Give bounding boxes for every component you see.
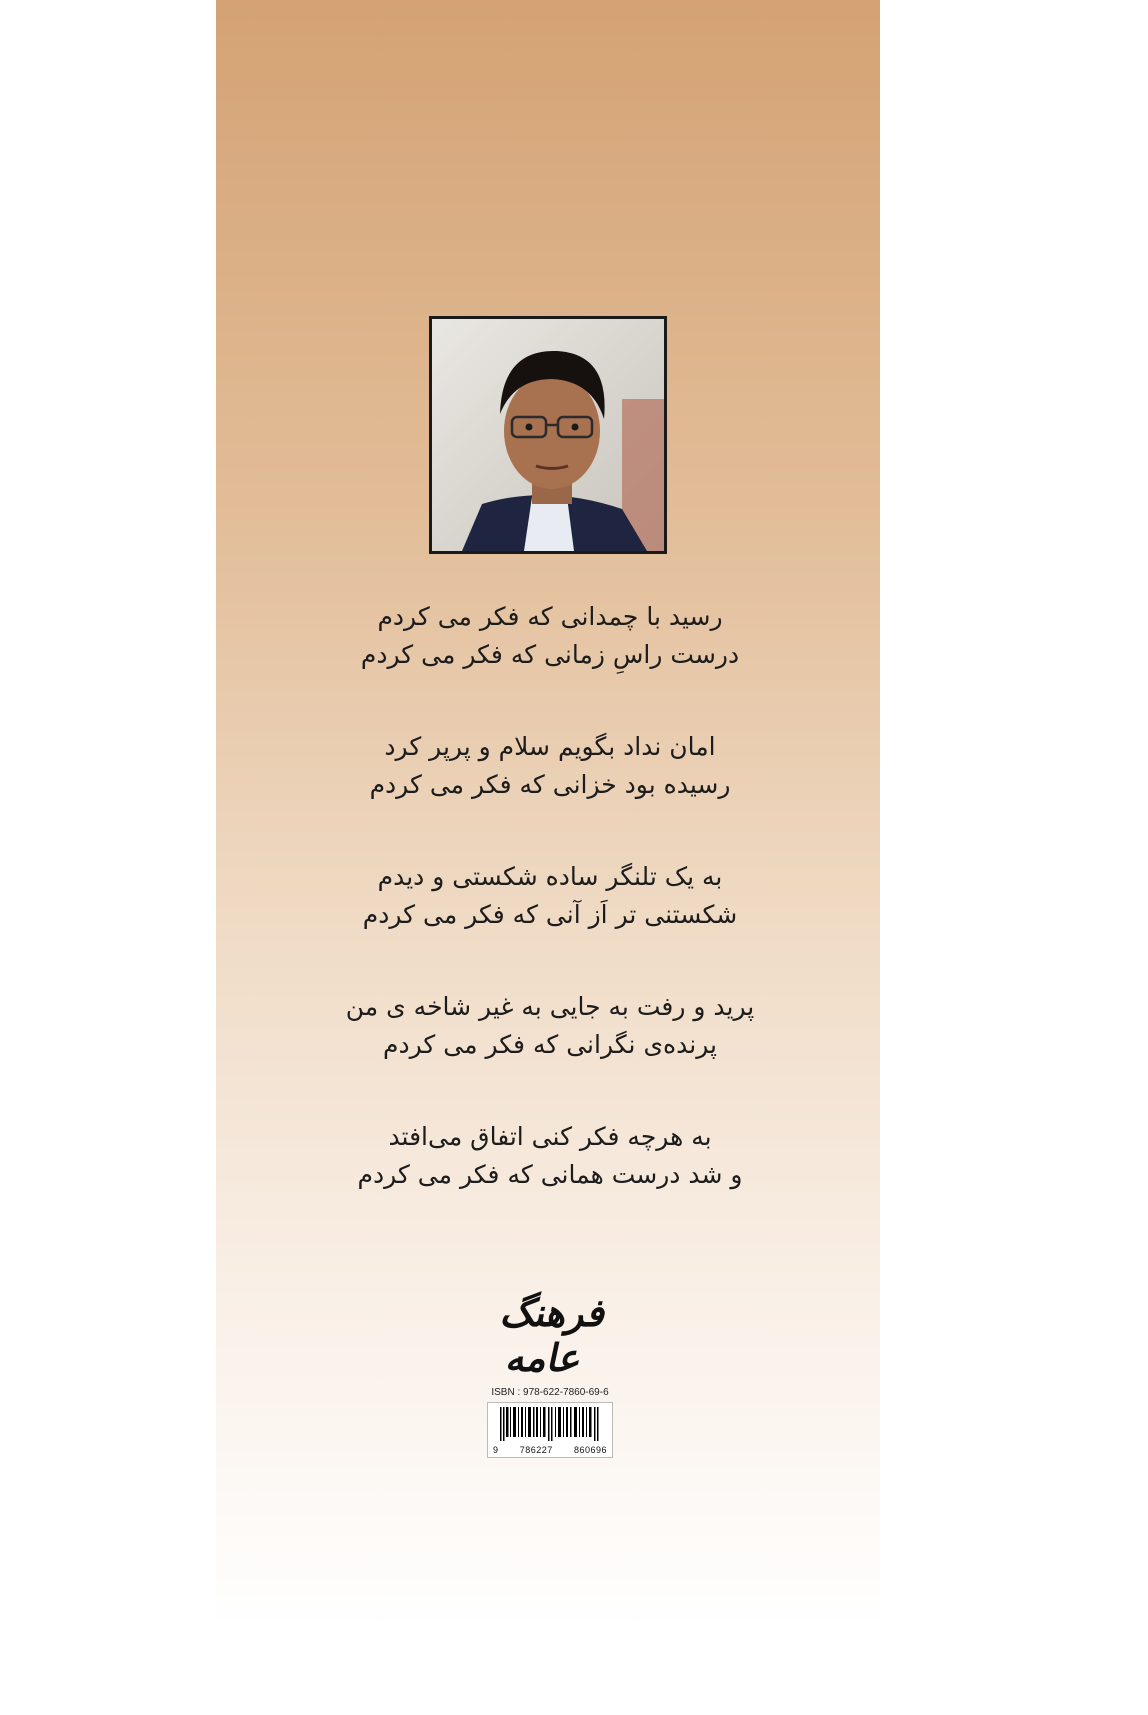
poem-line: به یک تلنگر ساده شکستی و دیدم (377, 862, 723, 891)
poem-line: پرید و رفت به جایی به غیر شاخه ی من (345, 992, 755, 1021)
barcode (487, 1402, 613, 1458)
barcode-icon (488, 1403, 612, 1443)
poem-line: و شد درست همانی که فکر می کردم (357, 1160, 743, 1189)
poem-line: شکستنی تر اَز آنی که فکر می کردم (362, 900, 738, 929)
poem-stanza (300, 1118, 800, 1194)
barcode-digits (488, 1445, 612, 1455)
publisher-logo (470, 1290, 630, 1380)
poem-line: درست راسِ زمانی که فکر می کردم (360, 640, 740, 669)
poem-line: رسید با چمدانی که فکر می کردم (377, 602, 723, 631)
poem-line: رسیده بود خزانی که فکر می کردم (369, 770, 731, 799)
poem-stanza (300, 598, 800, 674)
author-photo (429, 316, 667, 554)
poem-line: به هرچه فکر کنی اتفاق می‌افتد (388, 1122, 712, 1151)
poem-stanza (300, 728, 800, 804)
barcode-digit-group: 860696 (573, 1445, 607, 1455)
author-portrait-icon (432, 319, 664, 551)
poem (300, 598, 800, 1248)
barcode-digit-group: 9 (493, 1445, 499, 1455)
poem-stanza (300, 858, 800, 934)
isbn-label: ISBN : 978-622-7860-69-6 (491, 1387, 609, 1398)
barcode-digit-group: 786227 (519, 1445, 553, 1455)
publisher-logo-text: فرهنگ عامه (497, 1290, 612, 1380)
poem-line: پرنده‌ی نگرانی که فکر می کردم (383, 1030, 717, 1059)
poem-line: امان نداد بگویم سلام و پرپر کرد (384, 732, 716, 761)
poem-stanza (300, 988, 800, 1064)
